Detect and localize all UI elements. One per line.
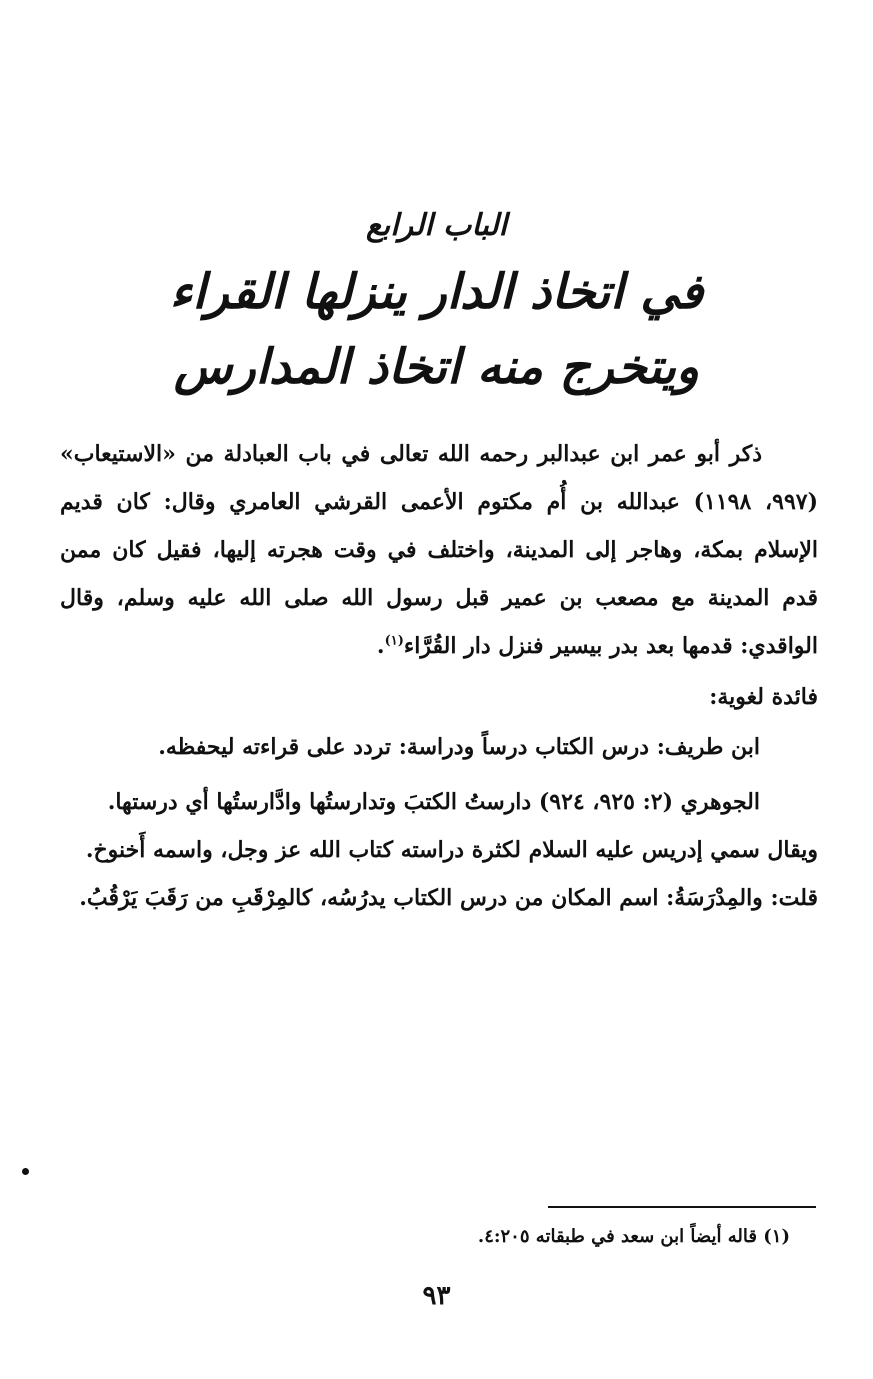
paragraph-1-end: . — [376, 633, 385, 659]
chapter-label: الباب الرابع — [365, 208, 508, 243]
paragraph-ibn-tarif: ابن طريف: درس الكتاب درساً ودراسة: تردد على قراءته ليحفظه. — [158, 734, 760, 760]
paragraph-1-text: ذكر أبو عمر ابن عبدالبر رحمه الله تعالى في باب العبادلة من «الاستيعاب» (٩٩٧، ١١٩٨) عبدالله بن أُم مكتوم الأعمى القرشي العامري وقال: كان قديم الإسلام بمكة، وهاجر إلى المدينة، واختلف في وقت هجرته إليها، فقيل كان ممن قدم المدينة مع مصعب بن عمير قبل رسول الله صلى الله عليه وسلم، وقال الواقدي: قدمها بعد بدر بيسير فنزل دار القُرَّاء — [60, 441, 819, 659]
paragraph-ibn-umm-maktum — [60, 430, 818, 670]
chapter-title-line-2: ويتخرج منه اتخاذ المدارس — [173, 339, 700, 395]
paragraph-madrasa-definition: قلت: والمِدْرَسَةُ: اسم المكان من درس الكتاب يدرُسُه، كالمِرْقَبِ من رَقَبَ يَرْقُبُ. — [79, 885, 818, 911]
footnote-text: (١) قاله أيضاً ابن سعد في طبقاته ٤:٢٠٥. — [477, 1226, 790, 1247]
chapter-title-line-1: في اتخاذ الدار ينزلها القراء — [169, 264, 704, 320]
footnote-divider — [548, 1206, 816, 1208]
paragraph-idris: ويقال سمي إدريس عليه السلام لكثرة دراسته كتاب الله عز وجل، واسمه أَخنوخ. — [85, 837, 818, 863]
section-heading-linguistic-note: فائدة لغوية: — [709, 684, 818, 710]
page-number: ٩٣ — [422, 1281, 451, 1311]
paragraph-jawhari: الجوهري (٢: ٩٢٥، ٩٢٤) دارستُ الكتبَ وتدارستُها وادَّارستُها أي درستها. — [107, 789, 760, 815]
margin-dot — [22, 1168, 29, 1175]
footnote-marker: (١) — [384, 633, 404, 649]
